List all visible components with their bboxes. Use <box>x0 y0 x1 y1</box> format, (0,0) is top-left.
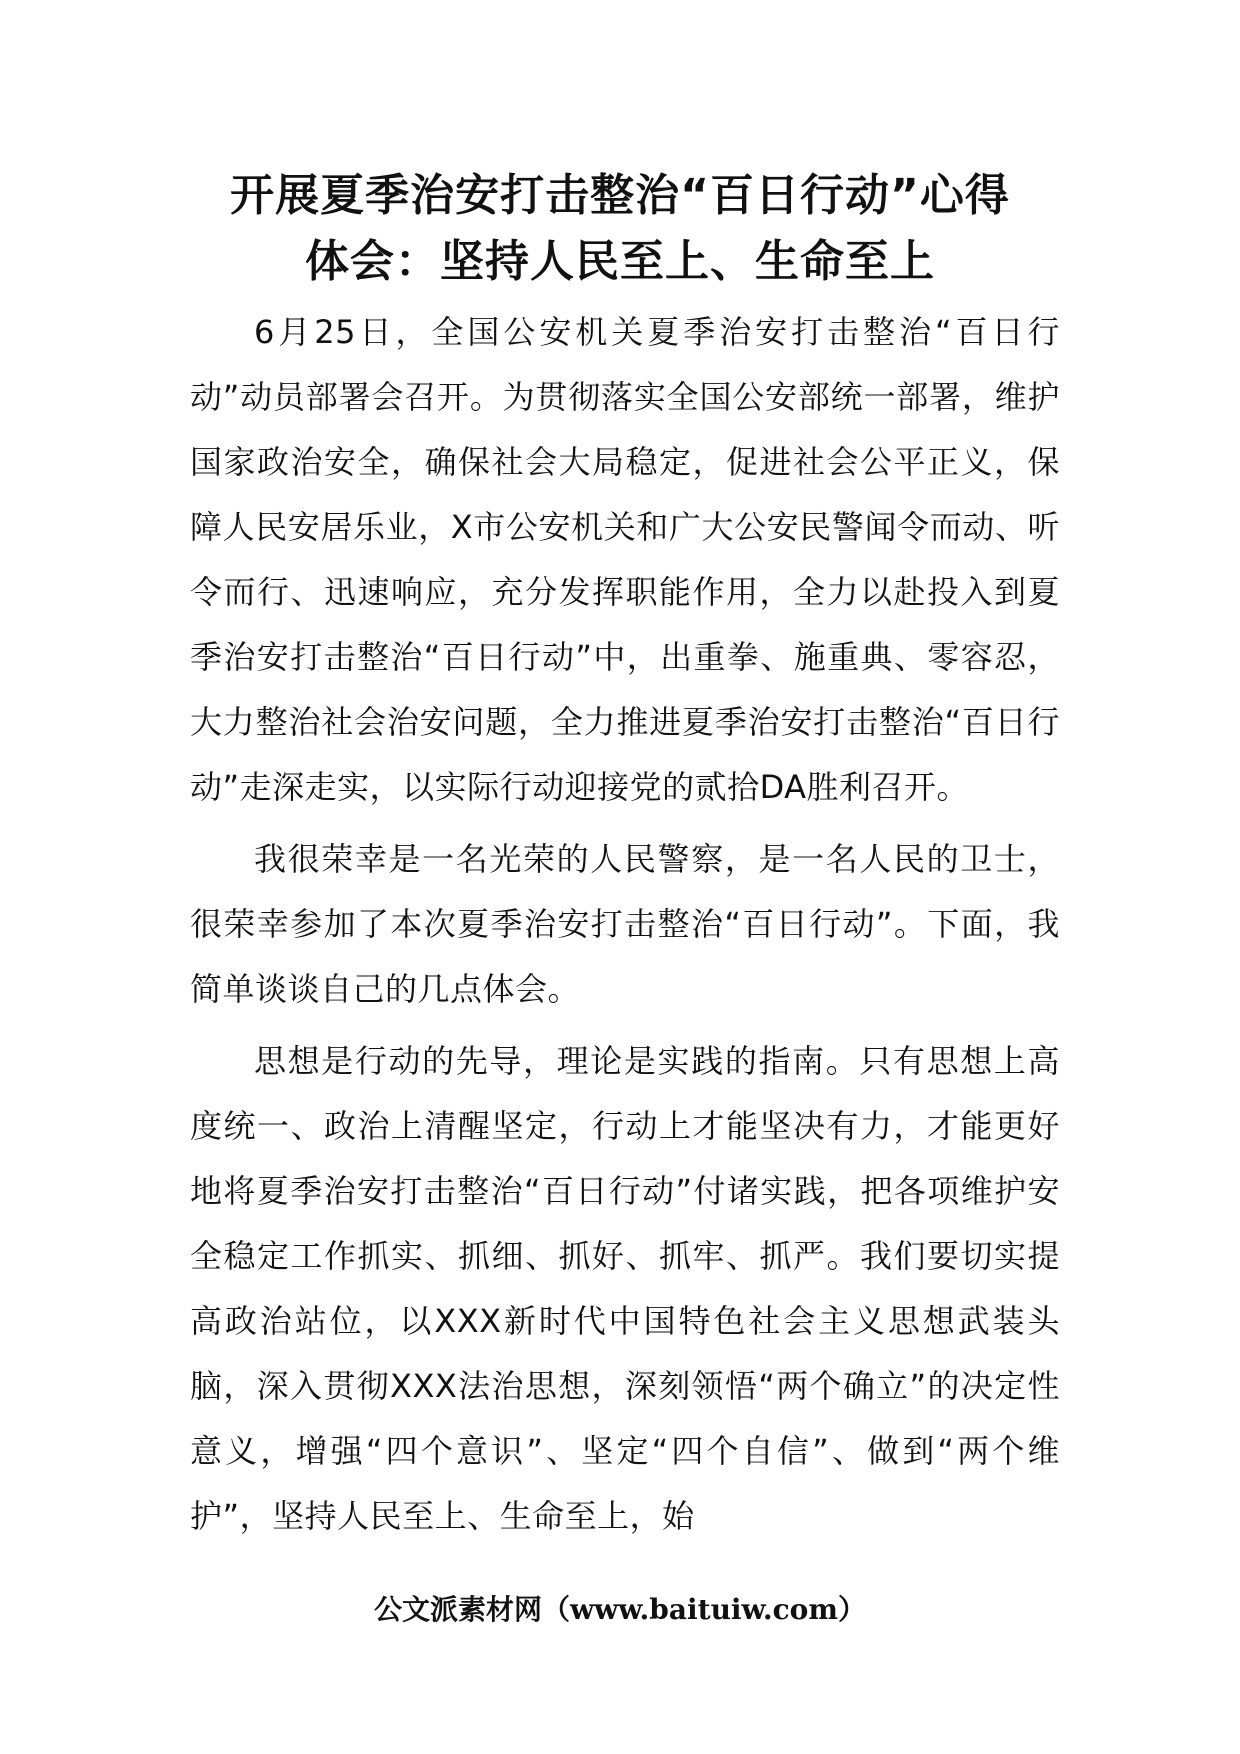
document-title <box>150 163 1090 295</box>
paragraph-1: 6月25日，全国公安机关夏季治安打击整治“百日行动”动员部署会召开。为贯彻落实全国公安部统一部署，维护国家政治安全，确保社会大局稳定，促进社会公平正义，保障人民安居乐业，X市公安机关和广大公安民警闻令而动、听令而行、迅速响应，充分发挥职能作用，全力以赴投入到夏季治安打击整治“百日行动”中，出重拳、施重典、零容忍，大力整治社会治安问题，全力推进夏季治安打击整治“百日行动”走深走实，以实际行动迎接党的贰拾DA胜利召开。 <box>190 313 1060 806</box>
title-line-1: 开展夏季治安打击整治“百日行动”心得 <box>230 170 1010 221</box>
footer-watermark: 公文派素材网（www.baituiw.com） <box>374 1593 866 1626</box>
document-body <box>190 300 1060 1556</box>
paragraph-2: 我很荣幸是一名光荣的人民警察，是一名人民的卫士，很荣幸参加了本次夏季治安打击整治“百日行动”。下面，我简单谈谈自己的几点体会。 <box>190 840 1060 1008</box>
paragraph-3: 思想是行动的先导，理论是实践的指南。只有思想上高度统一、政治上清醒坚定，行动上才能坚决有力，才能更好地将夏季治安打击整治“百日行动”付诸实践，把各项维护安全稳定工作抓实、抓细、抓好、抓牢、抓严。我们要切实提高政治站位，以XXX新时代中国特色社会主义思想武装头脑，深入贯彻XXX法治思想，深刻领悟“两个确立”的决定性意义，增强“四个意识”、坚定“四个自信”、做到“两个维护”，坚持人民至上、生命至上，始 <box>190 1042 1060 1535</box>
title-line-2: 体会：坚持人民至上、生命至上 <box>305 236 935 287</box>
